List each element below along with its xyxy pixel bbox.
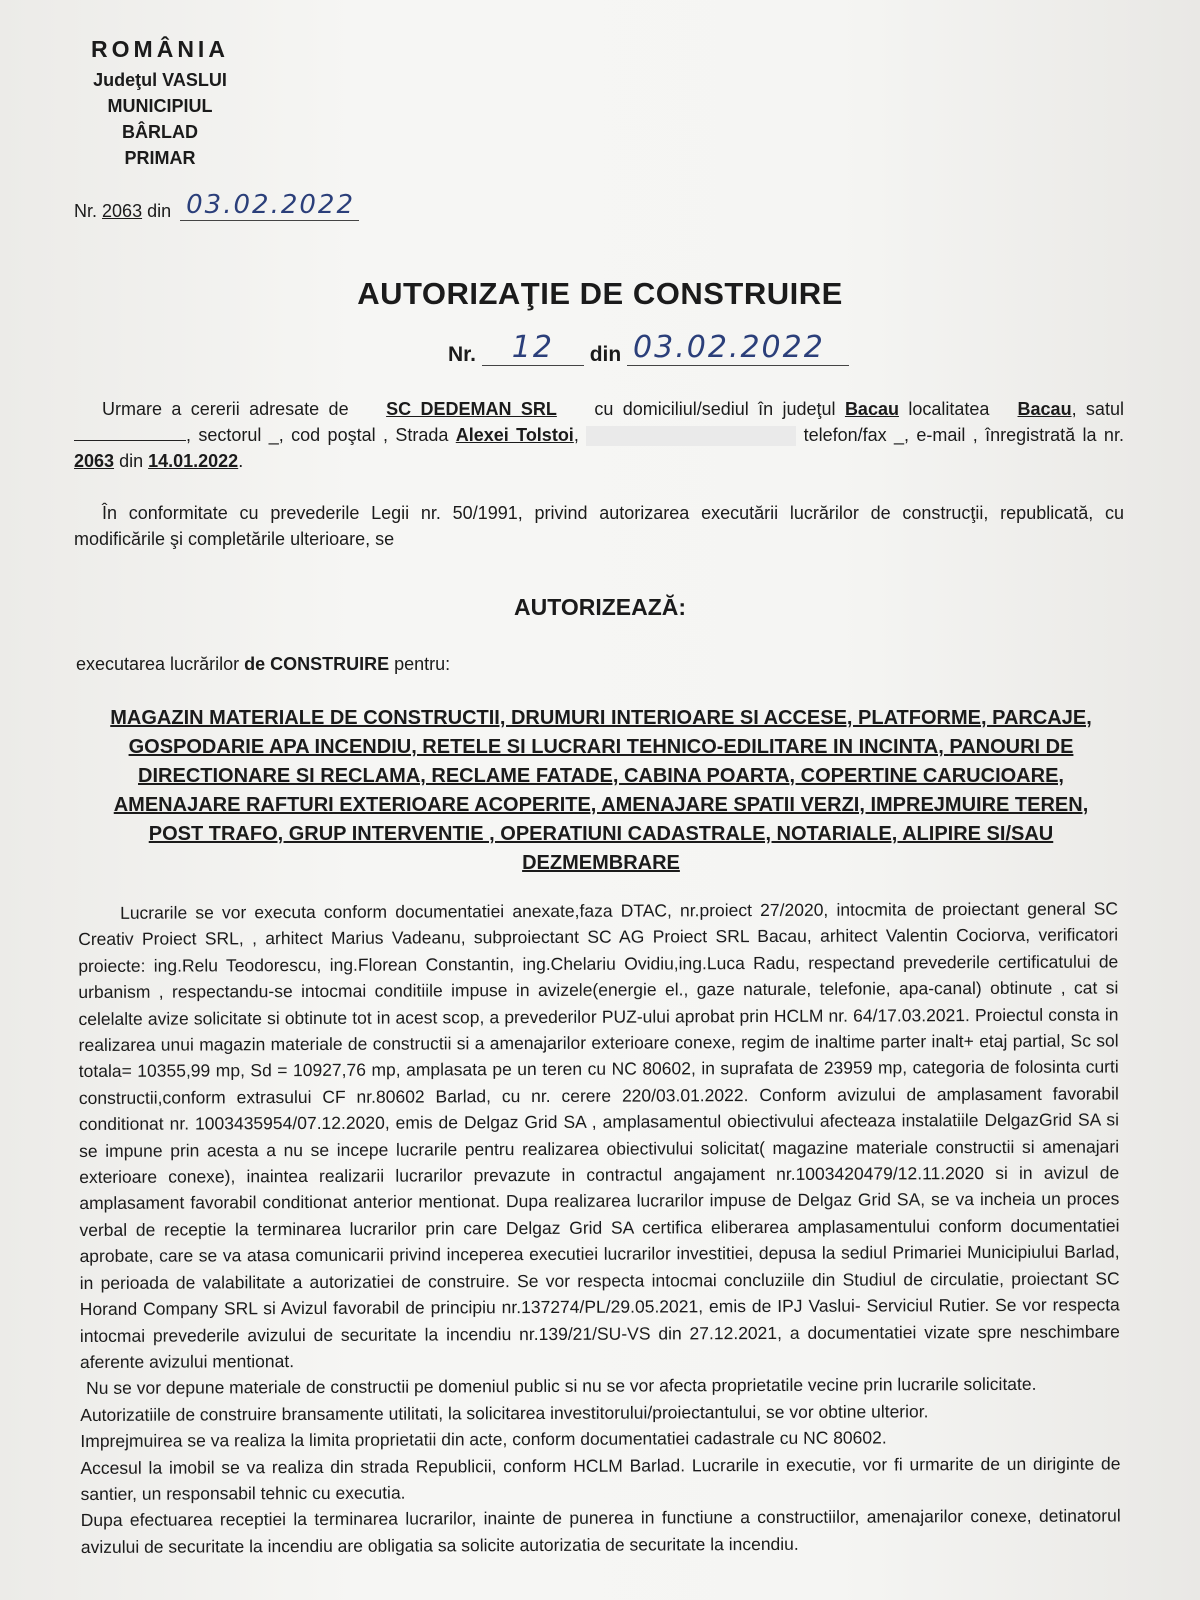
authorization-date-handwritten: 03.02.2022: [627, 330, 849, 366]
request-reg-nr: 2063: [74, 451, 115, 471]
request-text: .: [238, 451, 244, 471]
works-line: DEZMEMBRARE: [522, 852, 680, 874]
registration-number: [74, 190, 359, 225]
request-text: cu domiciliul/sediul în judeţul: [594, 399, 836, 419]
office-name: PRIMAR: [124, 148, 196, 168]
applicant-company: SC DEDEMAN SRL: [386, 399, 557, 419]
authorizes-heading: AUTORIZEAZĂ:: [513, 594, 687, 620]
request-text: Urmare a cererii adresate de: [102, 399, 349, 419]
request-text: , satul: [1071, 399, 1124, 419]
works-list: [86, 704, 1116, 878]
request-text: localitatea: [908, 399, 990, 419]
redacted-address: [586, 426, 796, 446]
works-line: POST TRAFO, GRUP INTERVENTIE , OPERATIUNI CADASTRALE, NOTARIALE, ALIPIRE SI/SAU: [148, 823, 1054, 845]
execution-text: executarea lucrărilor: [76, 654, 240, 674]
works-line: DIRECTIONARE SI RECLAMA, RECLAME FATADE, CABINA POARTA, COPERTINE CARUCIOARE,: [138, 765, 1064, 787]
authorization-nr-label: Nr.: [448, 343, 477, 366]
registration-date-handwritten: 03.02.2022: [180, 190, 359, 221]
execution-type: de CONSTRUIRE: [244, 654, 390, 674]
applicant-locality: Bacau: [1017, 399, 1072, 419]
conditions-text: [78, 895, 1121, 1560]
request-paragraph: Urmare a cererii adresate de SC DEDEMAN SRL cu domiciliul/sediul în judeţul Bacau localitatea Bacau, satul , sectorul _, cod poştal , Strada Alexei Tolstoi, telefon/fax _, e-mail , înregistrată la nr. 2063 din 14.01.2022.: [74, 399, 1124, 471]
authorization-number: [448, 330, 849, 370]
village-blank: [74, 422, 186, 441]
issuer-header: [60, 36, 260, 171]
authorization-din-label: din: [589, 343, 622, 366]
condition-line: Dupa efectuarea receptiei la terminarea lucrarilor, inainte de punerea in functiune a constructiilor, amenajarilor conexe, detinatorul avizului de securitate la incendiu are obligatia sa solicite autorizatia de securitate la incendiu.: [80, 1505, 1121, 1557]
country-name: ROMÂNIA: [91, 36, 229, 62]
execution-line: [76, 654, 450, 675]
county-name: Judeţul VASLUI: [93, 70, 227, 90]
conformity-paragraph: În conformitate cu prevederile Legii nr. 50/1991, privind autorizarea executării lucrărilor de construcţii, republicată, cu modificările şi completările ulterioare, se: [74, 503, 1124, 549]
condition-line: Nu se vor depune materiale de constructii pe domeniul public si nu se vor afecta proprietatile vecine prin lucrarile solicitate.: [86, 1374, 1037, 1399]
works-line: MAGAZIN MATERIALE DE CONSTRUCTII, DRUMURI INTERIOARE SI ACCESE, PLATFORME, PARCAJE,: [110, 707, 1092, 729]
registration-nr-value: 2063: [102, 201, 143, 221]
city-name: BÂRLAD: [122, 122, 198, 142]
request-text: din: [119, 451, 144, 471]
condition-line: Autorizatiile de construire bransamente utilitati, la solicitarea investitorului/proiectantului, se vor obtine ulterior.: [80, 1401, 929, 1425]
works-line: GOSPODARIE APA INCENDIU, RETELE SI LUCRARI TEHNICO-EDILITARE IN INCINTA, PANOURI DE: [128, 736, 1074, 758]
document-title: AUTORIZAŢIE DE CONSTRUIRE: [357, 276, 843, 311]
request-text: telefon/fax _, e-mail , înregistrată la nr.: [803, 425, 1124, 445]
authorization-nr-handwritten: 12: [482, 330, 584, 366]
applicant-county: Bacau: [844, 399, 899, 419]
municipality-label: MUNICIPIUL: [107, 96, 213, 116]
registration-din-label: din: [147, 201, 172, 221]
condition-line: Accesul la imobil se va realiza din strada Republicii, conform HCLM Barlad. Lucrarile in executie, vor fi urmarite de un diriginte de santier, un responsabil tehnic cu executia.: [80, 1452, 1121, 1504]
request-reg-date: 14.01.2022: [148, 451, 239, 471]
works-line: AMENAJARE RAFTURI EXTERIOARE ACOPERITE, AMENAJARE SPATII VERZI, IMPREJMUIRE TEREN,: [113, 794, 1089, 816]
main-conditions-paragraph: Lucrarile se vor executa conform documentatiei anexate,faza DTAC, nr.proiect 27/2020, intocmita de proiectant general SC Creativ Proiect SRL, , arhitect Marius Vadeanu, subproiectant SC AG Proiect SRL Bacau, arhitect Valentin Cociorva, verificatori proiecte: ing.Relu Teodorescu, ing.Florean Constantin, ing.Chelariu Ovidiu,ing.Luca Radu, respectand prevederile certificatului de urbanism , respectandu-se intocmai conditiile impuse in avizele(energie el., gaze naturale, telefonie, apa-canal) obtinute , cat si celelalte avize solicitate si obtinute tot in acest scop, a prevederilor PUZ-ului aprobat prin HCLM nr. 64/17.03.2021. Proiectul consta in realizarea unui magazin materiale de constructii si a amenajarilor exterioare conexe, regim de inaltime parter inalt+ etaj partial, Sc sol totala= 10355,99 mp, Sd = 10927,76 mp, amplasata pe un teren cu NC 80602, in suprafata de 23959 mp, categoria de folosinta curti constructii,conform extrasului CF nr.80602 Barlad, cu nr. cerere 220/03.01.2022. Conform avizului de amplasament favorabil conditionat nr. 1003435954/07.12.2020, emis de Delgaz Grid SA , amplasamentul obiectivului afecteaza instalatiile DelgazGrid SA si se impune prin acesta a nu se incepe lucrarile pentru realizarea obiectivului solicitat( magazine materiale constructii si amenajari exterioare conexe), inaintea realizarii lucrarilor prevazute in contractul angajament nr.1003420479/12.11.2020 si in avizul de amplasament favorabil conditionat anterior mentionat. Dupa realizarea lucrarilor impuse de Delgaz Grid SA, se va incheia un proces verbal de receptie la terminarea lucrarilor prin care Delgaz Grid SA certifica eliberarea amplasamentului conform documentatiei aprobate, care se va atasa comunicarii privind inceperea executiei lucrarilor investitiei, depusa la sediul Primariei Municipiului Barlad, in perioada de valabilitate a autorizatiei de construire. Se vor respecta intocmai concluziile din Studiul de circulatie, proiectant SC Horand Company SRL si Avizul favorabil de principiu nr.137274/PL/29.05.2021, emis de IPJ Vaslui- Serviciul Rutier. Se vor respecta intocmai prevederile avizului de securitate la incendiu nr.139/21/SU-VS din 27.12.2021, a documentatiei vizate spre neschimbare aferente avizului mentionat.: [78, 898, 1120, 1372]
applicant-street: Alexei Tolstoi: [455, 425, 574, 445]
execution-text: pentru:: [394, 654, 451, 674]
registration-nr-label: Nr.: [74, 201, 98, 221]
condition-line: Imprejmuirea se va realiza la limita proprietatii din acte, conform documentatiei cadastrale cu NC 80602.: [80, 1427, 887, 1452]
request-text: , sectorul _, cod poştal , Strada: [186, 425, 449, 445]
